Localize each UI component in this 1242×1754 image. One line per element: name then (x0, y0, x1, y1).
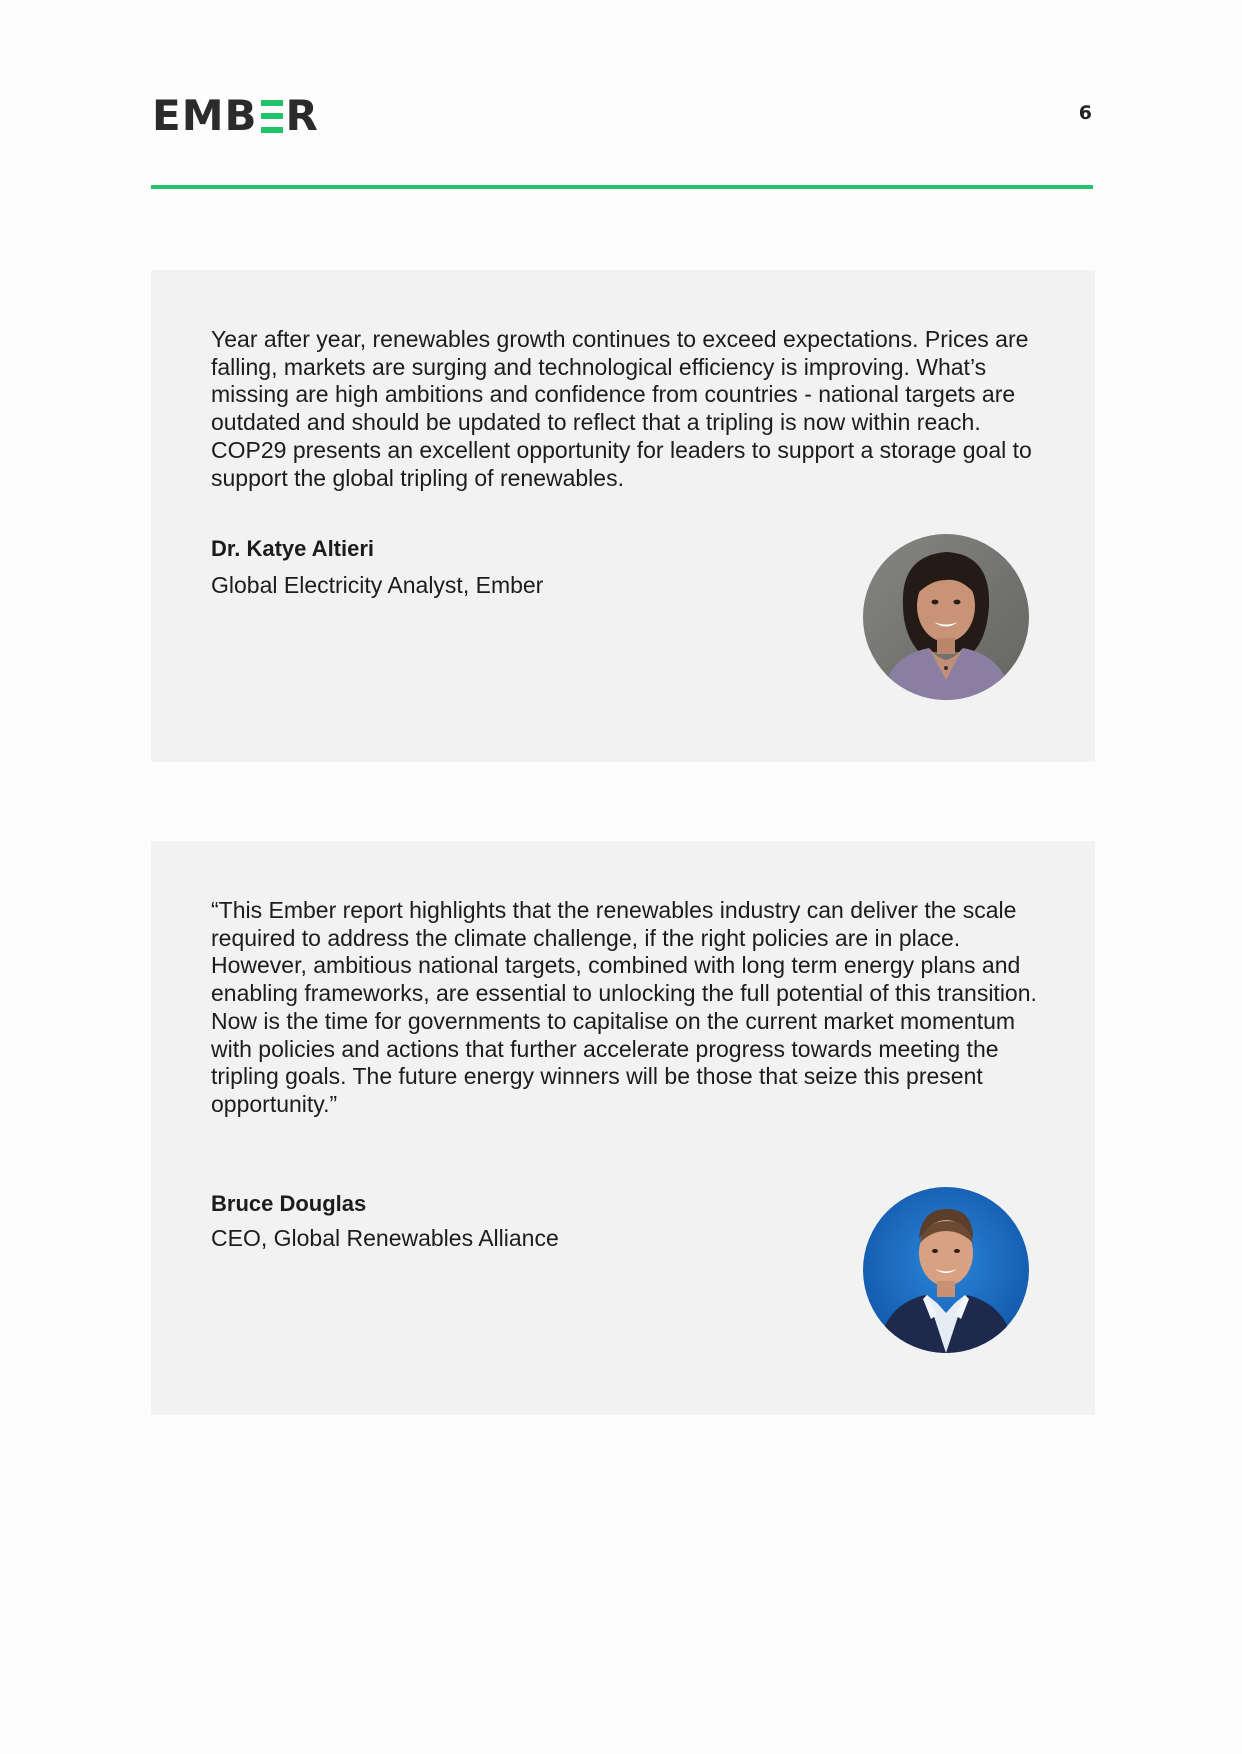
author-portrait-photo (863, 1187, 1029, 1353)
quote-author-role: Global Electricity Analyst, Ember (211, 572, 544, 598)
page-number: 6 (1078, 102, 1092, 124)
quote-text: Year after year, renewables growth continues to exceed expectations. Prices are falling, markets are surging and technological efficiency is improving. What’s missing are high ambitions and confidence from countries - national targets are outdated and should be updated to reflect that a tripling is now within reach. COP29 presents an excellent opportunity for leaders to support a storage goal to support the global tripling of renewables. (211, 326, 1032, 491)
quote-author-role: CEO, Global Renewables Alliance (211, 1225, 559, 1251)
quote-card (151, 841, 1095, 1415)
quote-text: “This Ember report highlights that the renewables industry can deliver the scale required to address the climate challenge, if the right policies are in place. However, ambitious national targets, combined with long term energy plans and enabling frameworks, are essential to unlocking the full potential of this transition. Now is the time for governments to capitalise on the current market momentum with policies and actions that further accelerate progress towards meeting the tripling goals. The future energy winners will be those that seize this present opportunity.” (211, 897, 1037, 1117)
quote-author-name: Dr. Katye Altieri (211, 536, 375, 561)
author-portrait-photo (863, 534, 1029, 700)
quote-card (151, 270, 1095, 762)
quote-author-name: Bruce Douglas (211, 1191, 367, 1216)
ember-logo: EMB R (152, 91, 319, 140)
header-divider (151, 185, 1093, 189)
page-header (152, 91, 1092, 140)
ember-logo-e-mark (261, 100, 283, 133)
